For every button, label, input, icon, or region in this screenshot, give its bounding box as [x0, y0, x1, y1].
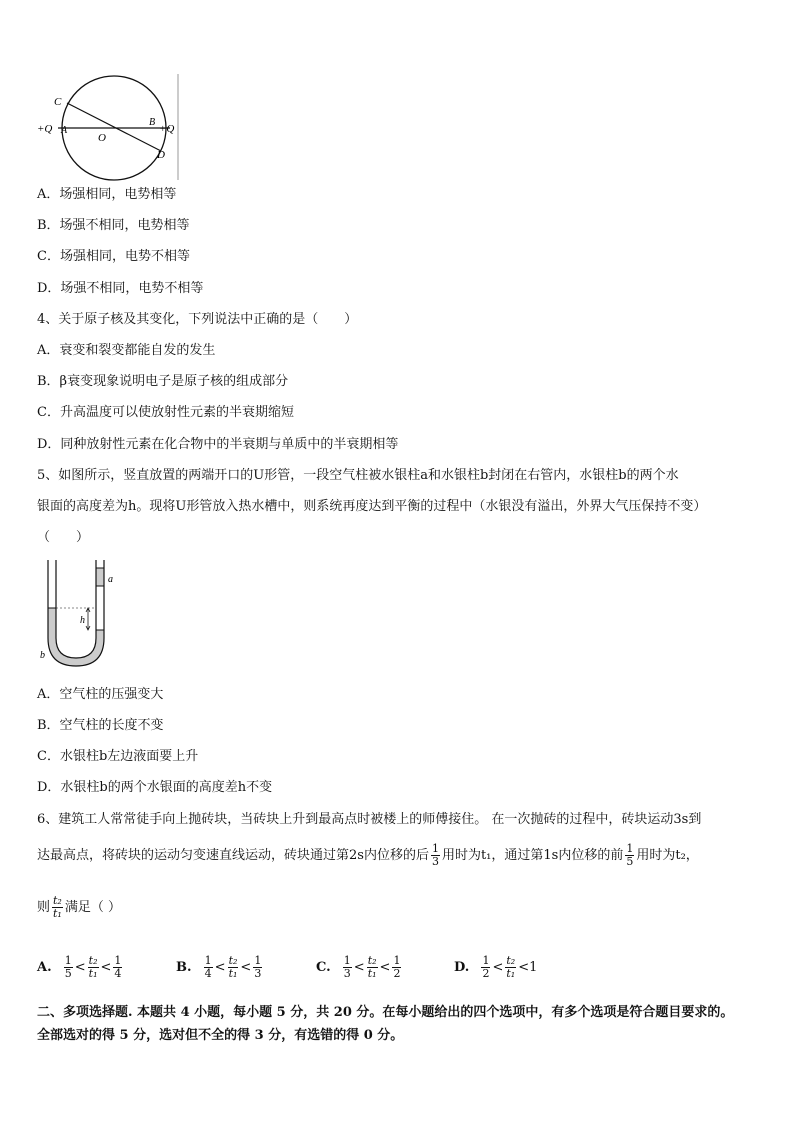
section2-line1: 二、多项选择题. 本题共 4 小题，每小题 5 分，共 20 分。在每小题给出的四个选项中，有多个选项是符合题目要求的。	[37, 1005, 734, 1020]
q6-stem-line1: 6、建筑工人常常徒手向上抛砖块，当砖块上升到最高点时被楼上的师傅接住。 在一次抛砖的过程中，砖块运动3s到	[37, 812, 702, 827]
q6-line2-part-a: 达最高点，将砖块的运动匀变速直线运动，砖块通过第2s内位移的后	[37, 848, 429, 863]
u-tube-figure	[36, 558, 126, 678]
q3-option-a: A．场强相同，电势相等	[37, 187, 177, 202]
q5-stem-line2: 银面的高度差为h。现将U形管放入热水槽中，则系统再度达到平衡的过程中（水银没有溢出，外界大气压保持不变）	[37, 499, 707, 514]
q6-stem-line3: 则 $\frac{\text{t₂}}{\text{t₁}}$ 满足（ ）	[37, 894, 121, 920]
section2-line2: 全部选对的得 5 分，选对但不全的得 3 分，有选错的得 0 分。	[37, 1028, 404, 1043]
q5-option-b: B．空气柱的长度不变	[37, 718, 164, 733]
label-D: D	[157, 149, 165, 161]
q6-option-c: C. $\frac{1}{3}$ < $\frac{\text{t₂}}{\text{t₁}}$ < $\frac{1}{2}$	[316, 954, 401, 980]
q4-option-d: D．同种放射性元素在化合物中的半衰期与单质中的半衰期相等	[37, 437, 399, 452]
label-right-charge: +Q	[159, 123, 175, 135]
q5-option-c: C．水银柱b左边液面要上升	[37, 749, 199, 764]
q4-option-b: B．β衰变现象说明电子是原子核的组成部分	[37, 374, 289, 389]
q5-stem-line1: 5、如图所示，竖直放置的两端开口的U形管，一段空气柱被水银柱a和水银柱b封闭在右管内，水银柱b的两个水	[37, 468, 679, 483]
fraction-one-third: $\frac{1}{3}$	[431, 842, 439, 868]
circle-charge-figure	[34, 72, 194, 182]
q5-option-a: A．空气柱的压强变大	[37, 687, 164, 702]
q4-stem: 4、关于原子核及其变化，下列说法中正确的是（ ）	[37, 312, 358, 327]
label-h: h	[80, 615, 85, 626]
q6-option-b: B. $\frac{1}{4}$ < $\frac{\text{t₂}}{\text{t₁}}$ < $\frac{1}{3}$	[176, 954, 262, 980]
label-A: A	[61, 125, 68, 136]
ratio-t2-t1: $\frac{\text{t₂}}{\text{t₁}}$	[53, 894, 62, 920]
q5-stem-line3: （ ）	[37, 530, 90, 545]
label-left-charge: +Q	[37, 123, 53, 135]
label-O: O	[98, 132, 106, 144]
q4-option-c: C．升高温度可以使放射性元素的半衰期缩短	[37, 405, 294, 420]
q3-option-d: D．场强不相同，电势不相等	[37, 281, 204, 296]
q3-option-c: C．场强相同，电势不相等	[37, 249, 190, 264]
label-B: B	[149, 117, 156, 128]
label-b: b	[40, 650, 45, 661]
q6-line2-part-b: 用时为t₁，通过第1s内位移的前	[441, 848, 624, 863]
label-C: C	[54, 96, 62, 108]
fraction-one-fifth: $\frac{1}{5}$	[626, 842, 634, 868]
q6-option-a: A. $\frac{1}{5}$ < $\frac{\text{t₂}}{\text{t₁}}$ < $\frac{1}{4}$	[37, 954, 122, 980]
q5-option-d: D．水银柱b的两个水银面的高度差h不变	[37, 780, 273, 795]
label-a: a	[108, 574, 113, 585]
q6-option-d: D. $\frac{1}{2}$ < $\frac{\text{t₂}}{\text{t₁}}$ <1	[454, 954, 538, 980]
q3-option-b: B．场强不相同，电势相等	[37, 218, 190, 233]
q4-option-a: A．衰变和裂变都能自发的发生	[37, 343, 216, 358]
q6-stem-line2	[37, 838, 699, 874]
q6-line2-part-c: 用时为t₂，	[636, 848, 699, 863]
